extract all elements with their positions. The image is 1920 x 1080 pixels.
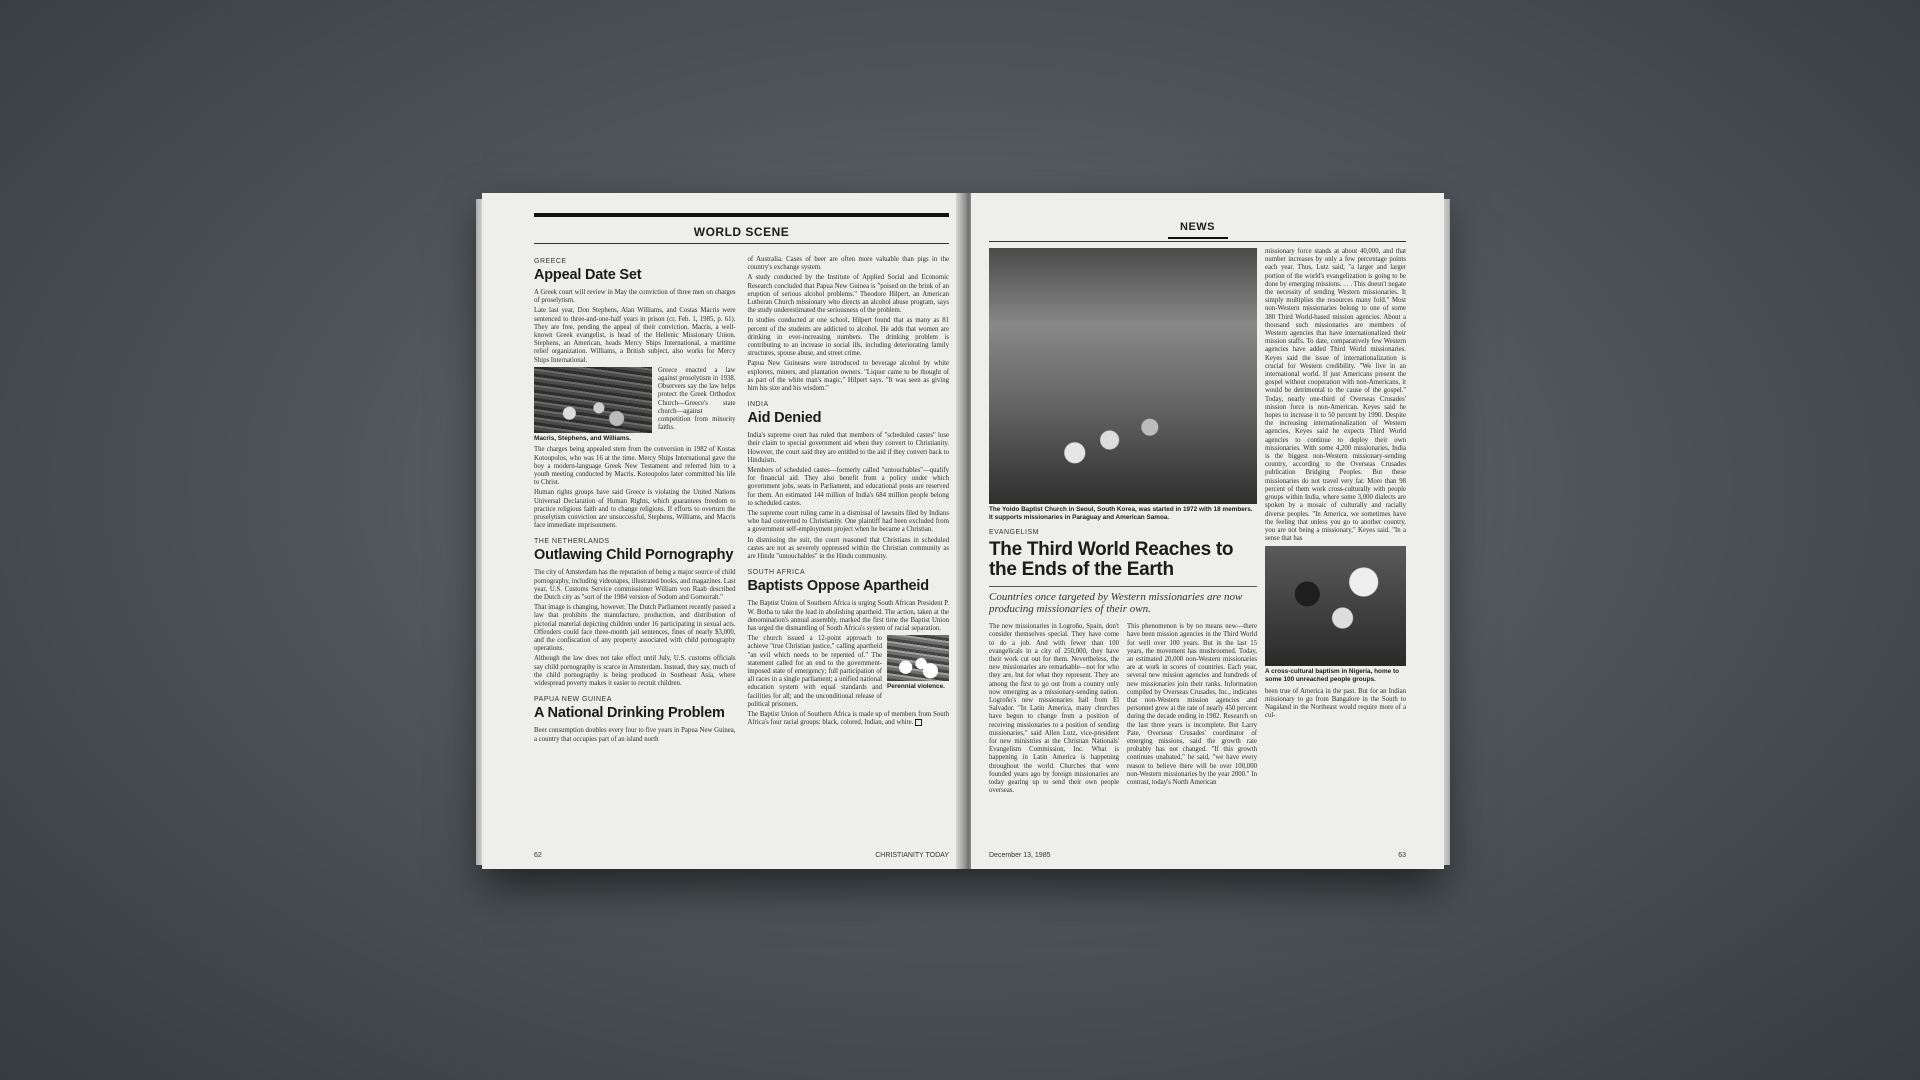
netherlands-kicker: THE NETHERLANDS (534, 538, 610, 546)
magazine-spread (482, 193, 1444, 869)
right-page (971, 193, 1444, 869)
article-deck: Countries once targeted by Western missionaries are now producing missionaries of their own. (989, 586, 1257, 615)
main-headline: The Third World Reaches to the Ends of the Earth (989, 539, 1234, 581)
southafrica-photo-caption: Perennial violence. (887, 683, 945, 691)
right-page-number: 63 (1398, 852, 1406, 859)
india-paragraph: In dismissing the suit, the court reasoned that Christians in scheduled castes are not as severely oppressed within the Christian community as are Hindu "untouchables" in the Hindu community. (747, 536, 949, 561)
png-paragraph: Beer consumption doubles every four to five years in Papua New Guinea, a country that occupies part of an island north (534, 727, 736, 743)
southafrica-photo (887, 635, 949, 681)
india-paragraph: Members of scheduled castes—formerly called "untouchables"—qualify for financial aid. They also benefit from a policy under which government jobs, seats in Parliament, and educational posts are reserved for them. An estimated 144 million of India's 684 million people belong to scheduled castes. (747, 467, 949, 507)
png-paragraph: In studies conducted at one school, Hilpert found that as many as 81 percent of the students are addicted to alcohol. He adds that women are drinking in ever-increasing numbers. The drinking problem is contributing to an increase in social ills, including deteriorating family structures, spouse abuse, and street crime. (747, 317, 949, 358)
png-paragraph: Papua New Guineans were introduced to beverage alcohol by white explorers, miners, and plantation owners. "Liquor came to be thought of as part of the white man's magic," Hilpert says. "It was seen as giving him his size and his wisdom." (747, 360, 949, 393)
seoul-church-photo (989, 248, 1257, 504)
news-masthead (989, 221, 1406, 242)
greece-paragraph: Human rights groups have said Greece is violating the United Nations Universal Declaration of Human Rights, which guarantees freedom to practice religious faith and to change religions. If efforts to overturn the proselytism conviction are unsuccessful, Stephens, Williams, and Macris face immediate imprisonment. (534, 489, 736, 530)
greece-paragraph: Greece enacted a law against proselytism in 1938. Observers say the law helps protect the Greek Orthodox Church—Greece's state church—against competition from minority faiths. (658, 366, 736, 432)
netherlands-paragraph: Although the law does not take effect until July, U.S. customs officials say child pornography is scarce in Amsterdam. Instead, they say, much of the child pornography is being produced in Southeast Asia, where widespread poverty makes it easier to recruit children. (534, 655, 736, 688)
evangelism-kicker: EVANGELISM (989, 529, 1039, 537)
greece-paragraph: A Greek court will review in May the conviction of three men on charges of proselytism. (534, 289, 736, 305)
png-paragraph: A study conducted by the Institute of Applied Social and Economic Research concluded that Papua New Guinea is "poised on the brink of an eruption of serious alcohol problems." Theodore Hilpert, an American Lutheran Church missionary who directs an alcohol abuse program, says the study underestimated the seriousness of the problem. (747, 274, 949, 315)
southafrica-kicker: SOUTH AFRICA (747, 569, 806, 577)
india-paragraph: The supreme court ruling came in a dismissal of lawsuits filed by Indians who had converted to Christianity. One plaintiff had been excluded from a government self-employment project when he became a Christian. (747, 510, 949, 534)
left-page-number: 62 (534, 852, 542, 859)
png-headline: A National Drinking Problem (534, 705, 725, 722)
left-column-2 (748, 250, 950, 746)
southafrica-paragraph: The church issued a 12-point approach to achieve "true Christian justice," calling apartheid "an evil which needs to be repented of." The statement called for an end to the government-imposed state of emergency; full participation of all races in a single parliament; a unified national education system with equal standards and facilities for all; and the unconditional release of political prisoners. (747, 635, 882, 708)
india-paragraph: India's supreme court has ruled that members of "scheduled castes" lose their claim to special government aid when they convert to Christianity. However, the court said they are entitled to the aid if they convert back to Hinduism. (747, 432, 949, 464)
png-paragraph: of Australia. Cases of beer are often more valuable than pigs in the country's exchange system. (747, 256, 949, 272)
world-scene-masthead (534, 213, 949, 244)
greece-photo-caption: Macris, Stephens, and Williams. (534, 434, 631, 442)
netherlands-paragraph: The city of Amsterdam has the reputation of being a major source of child pornography, including videotapes, illustrated books, and magazines. Last year, U.S. Customs Service commissioner William von Raab described the Dutch city as "sort of the 1984 version of Sodom and Gomorrah." (534, 569, 736, 602)
section-title: WORLD SCENE (534, 225, 949, 244)
left-column-1 (534, 250, 736, 746)
article-column-4: been true of America in the past. But for an Indian missionary to go from Bangalore in the South to Nagaland in the Northeast would require more of a cul- (1265, 687, 1406, 720)
india-headline: Aid Denied (747, 410, 822, 427)
netherlands-paragraph: That image is changing, however. The Dutch Parliament recently passed a law that prohibits the manufacture, production, and distribution of pictorial material depicting children under 16 participating in sexual acts. Offenders could face three-month jail sentences, fines of nearly $3,000, and the confiscation of any property associated with child pornography operations. (534, 604, 736, 653)
netherlands-headline: Outlawing Child Pornography (534, 547, 734, 564)
india-kicker: INDIA (747, 401, 769, 409)
greece-photo (534, 367, 652, 433)
left-page (482, 193, 963, 869)
greece-paragraph: Late last year, Don Stephens, Alan Williams, and Costas Macris were sentenced to three-and-one-half years in prison (cr, Feb. 1, 1985, p. 61). They are free, pending the appeal of their conviction. Macris, a well-known Greek evangelist, is head of the Hellenic Missionary Union. Stephens, an American, heads Mercy Ships International, a maritime relief organization. Williams, a British subject, also works for Mercy Ships International. (534, 307, 736, 364)
png-kicker: PAPUA NEW GUINEA (534, 696, 612, 704)
article-column-2: This phenomenon is by no means new—there have been mission agencies in the Third World for well over 100 years. But in the last 15 years, the movement has mushroomed. Today, an estimated 20,000 non-Western missionaries are at work in scores of countries. Each year, several new mission agencies and hundreds of new missionaries join their ranks. Information compiled by Overseas Crusades, Inc., indicates that non-Western mission agencies and personnel grew at the rate of nearly 450 percent during the decade ending in 1982. Research on the last three years is incomplete. But Larry Pate, Overseas Crusades' coordinator of emerging missions, said the growth rate probably has not changed. "If this growth continues unabated," he said, "we have every reason to believe there will be over 100,000 non-Western missionaries by the year 2000." In contrast, today's North American (1127, 623, 1257, 787)
end-mark-icon (915, 719, 922, 726)
nigeria-photo-caption: A cross-cultural baptism in Nigeria, home to some 100 unreached people groups. (1265, 668, 1399, 683)
greece-paragraph: The charges being appealed stem from the conversion in 1982 of Kostas Kotoupolos, who was 16 at the time. Mercy Ships International gave the boy a modern-language Greek New Testament and referred him to a youth meeting conducted by Macris. Kotoupolos later committed his life to Christ. (534, 446, 736, 487)
southafrica-paragraph: The Baptist Union of Southern Africa is urging South African President P. W. Botha to take the lead in abolishing apartheid. The action, taken at the denomination's annual assembly, marked the first time the Baptist Union has urged the dismantling of South Africa's system of racial separation. (747, 600, 949, 632)
greece-kicker: GREECE (534, 258, 567, 265)
issue-date: December 13, 1985 (989, 852, 1051, 859)
article-column-3: missionary force stands at about 40,000, and that number increases by only a few percentage points each year. Thus, Lutz said, "a larger and larger portion of the world's evangelization is going to be done by emerging missions. . . . This doesn't negate the necessity of sending Western missionaries. It simply multiplies the resources many fold." Most non-Western missionaries belong to one of some 380 Third World-based mission agencies. About a thousand such missionaries are members of Western agencies that have internationalized their mission staffs. To date, comparatively few Western agencies have added Third World missionaries. Keyes said the issue of internationalization is crucial for Western credibility. "We live in an international world. If just Americans present the gospel without cooperation with non-Americans, it would be detrimental to the cause of the gospel." Today, nearly one-third of Overseas Crusades' mission force is non-American. Keyes said he hopes to increase it to 50 percent by 1990. Despite the increasing internationalization of Western agencies, Keyes said he expects Third World agencies to continue to deploy their own missionaries. With some 4,200 missionaries, India is the biggest non-Western missionary-sending country, according to the Overseas Crusades publication Bridging Peoples. But these missionaries do not travel very far. More than 98 percent of them work cross-culturally with people groups within India, where some 3,000 dialects are spoken by a mosaic of culturally and racially diverse peoples. "In America, we sometimes have the feeling that unless you go to another country, you are not being a missionary," Keyes said. "In a sense that has (1265, 248, 1406, 543)
seoul-photo-caption: The Yoido Baptist Church in Seoul, South Korea, was started in 1972 with 18 members. It supports missionaries in Paraguay and American Samoa. (989, 506, 1253, 521)
magazine-name: CHRISTIANITY TODAY (875, 852, 949, 859)
article-column-1: The new missionaries in Logroño, Spain, don't consider themselves special. They have come to do a job. And with fewer than 100 evangelicals in a city of 250,000, they have their work cut out for them. Nevertheless, the new missionaries are remarkable—not for who they are, but for what they represent. They are among the first to go out from a country only now emerging as a missionary-sending nation. Logroño's new missionaries hail from El Salvador. "In Latin America, many churches have begun to change from a position of receiving missionaries to a position of sending missionaries," said Allen Lutz, vice-president for new ministries at the Christian Nationals' Evangelism Commission, Inc. What is happening in Latin America is happening throughout the world. Churches that were founded years ago by foreign missionaries are today gearing up to send their own people overseas. (989, 623, 1119, 795)
section-title: NEWS (1168, 221, 1228, 239)
nigeria-baptism-photo (1265, 546, 1406, 666)
southafrica-headline: Baptists Oppose Apartheid (747, 578, 929, 595)
greece-headline: Appeal Date Set (534, 267, 642, 283)
southafrica-paragraph: The Baptist Union of Southern Africa is made up of members from South Africa's four racial groups: black, colored, Indian, and white. (747, 710, 949, 727)
